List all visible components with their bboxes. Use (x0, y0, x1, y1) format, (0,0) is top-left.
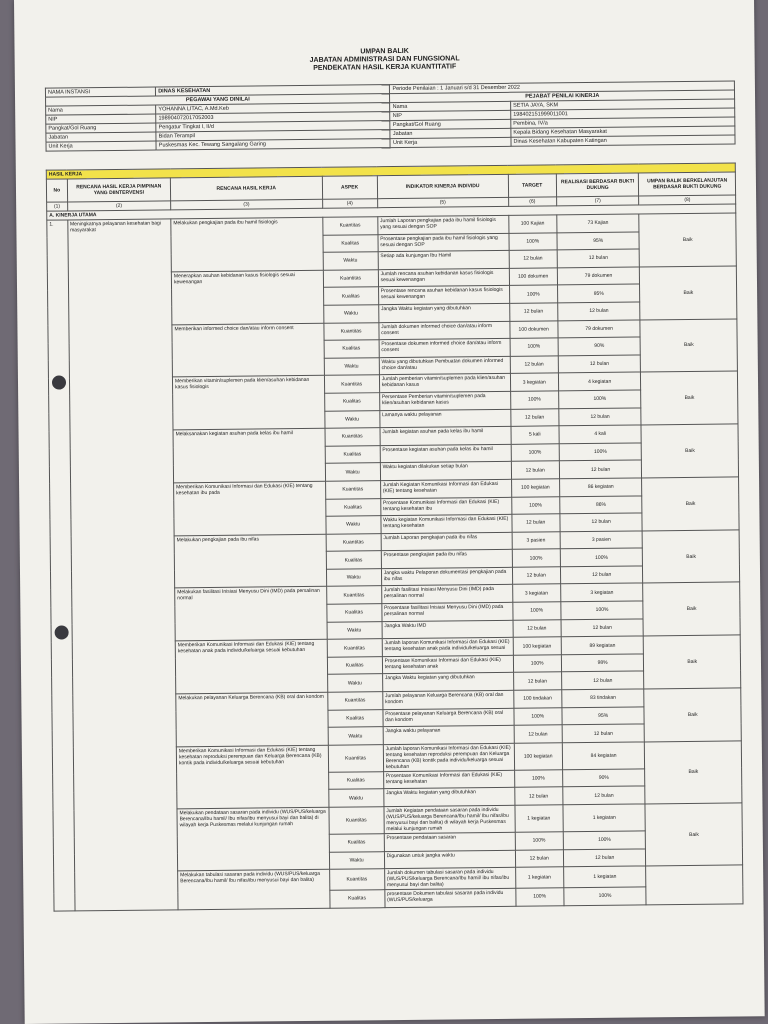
indicator: Prosentase pelayanan Keluarga Berencana (KB) oral dan kondom (383, 708, 514, 727)
header-l2-4: Unit Kerja (390, 137, 511, 147)
realization: 1 kegiatan (563, 866, 646, 888)
target: 100 kegiatan (511, 479, 559, 497)
feedback: Baik (640, 266, 737, 320)
realization: 100% (559, 443, 642, 461)
instansi-label: NAMA INSTANSI (45, 87, 155, 97)
indicator: Jumlah dokumen tabulasi sasaran pada individu (WUS/PUS/keluarga Berencana/Ibu hamil/ ibu nifas/ibu menyusui bayi dan balita) (384, 867, 515, 889)
aspect: Kuantitas (323, 322, 378, 340)
indicator: Prosentase pendataan sasaran (384, 832, 515, 851)
column-header: RENCANA HASIL KERJA PIMPINAN YANG DIINTERVENSI (67, 178, 171, 202)
work-plan: Melakukan fasilitasi Inisiasi Menyusu Dini (IMD) pada persalinan normal (175, 587, 327, 641)
header-l2-0: Nama (390, 101, 511, 111)
target: 100% (515, 888, 563, 906)
target: 1 kegiatan (515, 805, 563, 833)
target: 100 Kajian (508, 215, 556, 233)
header-v-1: 198904072017052003 (156, 112, 390, 123)
employee-header (45, 80, 736, 151)
pejabat-title: PEJABAT PENILAI KINERJA (390, 90, 735, 103)
realization: 84 kegiatan (562, 742, 645, 770)
realization: 90% (558, 337, 641, 355)
indicator: Prosentase dokumen informed choice dan/atau inform consent (379, 338, 510, 357)
header-v2-3: Kepala Bidang Kesehatan Masyarakat (511, 126, 735, 137)
feedback: Baik (643, 530, 740, 584)
target: 100 dokumen (509, 268, 557, 286)
target: 12 bulan (509, 303, 557, 321)
feedback: Baik (645, 803, 742, 866)
header-v2-2: Pembina, IV/a (511, 117, 735, 128)
header-v-0: YOHANNA LITAC, A.Md.Keb (156, 103, 390, 114)
target: 100% (513, 655, 561, 673)
realization: 12 bulan (558, 355, 641, 373)
work-plan: Memberikan Komunikasi Informasi dan Edukasi (KIE) tentang kesehatan reproduksi perempuan dan Keluarga Berencana (KB) kontik pada individu/keluarga sesuai kebutuhan (176, 745, 328, 809)
indicator: Jumlah rencana asuhan kebidanan kasus fisiologis sesuai kewenangan (378, 268, 509, 287)
column-number: (4) (322, 199, 377, 209)
target: 3 kegiatan (510, 373, 558, 391)
realization: 95% (562, 707, 645, 725)
header-l2-3: Jabatan (390, 128, 511, 138)
indicator: Jangka waktu Pelaporan dokumentasi pengkajian pada ibu nifas (381, 567, 512, 586)
header-l-3: Jabatan (46, 132, 156, 142)
target: 12 bulan (509, 250, 557, 268)
indicator: Prosentase kegiatan asuhan pada kelas ibu hamil (380, 444, 511, 463)
realization: 89 kegiatan (561, 636, 644, 654)
column-number: (1) (47, 202, 68, 211)
indicator: Prosentase pengkajian pada ibu hamil fisiologis yang sesuai dengan SOP (378, 233, 509, 252)
title-line-2: JABATAN ADMINISTRASI DAN FUNGSIONAL (309, 55, 460, 64)
feedback: Baik (644, 688, 741, 742)
aspect: Kualitas (325, 445, 380, 463)
target: 100 tindakan (513, 690, 561, 708)
feedback: Baik (641, 424, 738, 478)
header-v2-1: 198402151999011001 (511, 108, 735, 119)
column-number: (2) (67, 201, 170, 211)
column-number: (3) (171, 199, 323, 210)
target: 1 kegiatan (515, 867, 563, 889)
target: 12 bulan (512, 567, 560, 585)
target: 12 bulan (512, 514, 560, 532)
indicator: Jumlah fasilitasi Inisiasi Menyusu Dini (IMD) pada persalinan normal (381, 585, 512, 604)
aspect: Waktu (326, 569, 381, 587)
realization: 100% (563, 831, 646, 849)
indicator: Prosentase rencana asuhan kebidanan kasus fisiologis sesuai kewenangan (378, 286, 509, 305)
realization: 12 bulan (563, 849, 646, 867)
target: 100 kegiatan (514, 743, 562, 771)
header-l-0: Nama (46, 105, 156, 115)
target: 100% (514, 707, 562, 725)
target: 12 bulan (510, 356, 558, 374)
aspect: Kualitas (323, 234, 378, 252)
realization: 100% (561, 601, 644, 619)
work-plan: Melakukan pelayanan Keluarga Berencana (KB) oral dan kondom (176, 692, 328, 746)
target: 12 bulan (514, 787, 562, 805)
work-plan: Melakukan pengkajian pada ibu nifas (174, 534, 326, 588)
feedback: Baik (641, 371, 738, 425)
aspect: Waktu (325, 463, 380, 481)
indicator: Jumlah Laporan pengkajian pada ibu hamil fisiologis yang sesuai dengan SOP (377, 215, 508, 234)
aspect: Kualitas (324, 340, 379, 358)
target: 100% (515, 832, 563, 850)
aspect: Kualitas (323, 287, 378, 305)
indicator: Jumlah laporan Komunikasi Informasi dan Edukasi (KIE) tentang kesehatan reproduksi perempuan dan Keluarga Berencana (KB) kontik pada individu/keluarga sesuai kebutuhan (383, 743, 514, 771)
target: 100% (510, 391, 558, 409)
target: 12 bulan (511, 461, 559, 479)
realization: 12 bulan (559, 460, 642, 478)
column-number: (8) (639, 195, 736, 205)
header-v-4: Puskesmas Kec. Tewang Sangalang Garing (156, 139, 390, 150)
aspect: Kuantitas (329, 869, 384, 891)
target: 100% (509, 285, 557, 303)
indicator: Jumlah Kegiatan pendataan sasaran pada individu (WUS/PUS/keluarga Berencana/Ibu hamil/ Ibu nifas/ibu menyusui bayi dan balita) di wilayah kerja Puskesmas melalui kunjungan rumah (384, 805, 515, 833)
indicator: Prosentase pengkajian pada ibu nifas (381, 550, 512, 569)
indicator: Prosentase Komunikasi Informasi dan Edukasi (KIE) tentang kesehatan anak (382, 655, 513, 674)
aspect: Kuantitas (327, 692, 382, 710)
header-v2-0: SETIA JAYA, SKM (511, 99, 735, 110)
pegawai-title: PEGAWAI YANG DINILAI (46, 94, 391, 107)
indicator: Digunakan untuk jangka waktu (384, 850, 515, 869)
feedback: Baik (639, 213, 736, 267)
indicator: Jumlah pelayanan Keluarga Berencana (KB) oral dan kondom (382, 690, 513, 709)
indicator: Lamanya waktu pelayanan (380, 409, 511, 428)
realization: 95% (557, 284, 640, 302)
aspect: Kuantitas (326, 533, 381, 551)
work-plan: Memberikan Komunikasi Informasi dan Edukasi (KIE) tentang kesehatan ibu pada (174, 481, 326, 535)
feedback: Baik (644, 635, 741, 689)
realization: 12 bulan (557, 249, 640, 267)
aspect: Waktu (328, 789, 383, 807)
realization: 86 kegiatan (559, 478, 642, 496)
realization: 12 bulan (558, 302, 641, 320)
realization: 12 bulan (561, 671, 644, 689)
column-number: (6) (508, 197, 556, 207)
target: 12 bulan (515, 849, 563, 867)
indicator: Waktu yang dibutuhkan Pembuatan dokumen informed choice dan/atau (379, 356, 510, 375)
aspect: Kualitas (326, 604, 381, 622)
target: 100% (510, 338, 558, 356)
work-plan: Melakukan tabulasi sasaran pada individu (WUS/PUS/keluarga Berencana/Ibu hamil/ Ibu nifas/ibu menyusui bayi dan balita) (178, 869, 330, 909)
realization: 86% (560, 495, 643, 513)
aspect: Kuantitas (325, 428, 380, 446)
column-number: (5) (377, 197, 508, 207)
target: 12 bulan (513, 619, 561, 637)
column-header: RENCANA HASIL KERJA (170, 176, 322, 201)
aspect: Waktu (324, 357, 379, 375)
indicator: Jangka Waktu IMD (382, 620, 513, 639)
feedback: Baik (642, 477, 739, 531)
indicator: Jangka Waktu kegiatan yang dibutuhkan (382, 673, 513, 692)
indicator: Jumlah pemberian vitamin/suplemen pada klien/asuhan kebidanan kasus (379, 374, 510, 393)
indicator: Persentase Pemberian vitamin/suplemen pada klien/asuhan kebidanan kasus (379, 391, 510, 410)
feedback (646, 865, 743, 905)
column-number: (7) (556, 196, 639, 206)
header-l-2: Pangkat/Gol Ruang (46, 123, 156, 133)
work-plan: Memberikan informed choice dan/atau inform consent (172, 323, 324, 377)
target: 100% (511, 444, 559, 462)
feedback: Baik (645, 741, 742, 804)
target: 5 kali (511, 426, 559, 444)
column-header: REALISASI BERDASAR BUKTI DUKUNG (556, 173, 639, 197)
column-header: INDIKATOR KINERJA INDIVIDU (377, 174, 508, 198)
realization: 100% (564, 887, 647, 905)
aspect: Kualitas (328, 709, 383, 727)
subsection-kinerja-utama: A. KINERJA UTAMA (47, 204, 736, 220)
aspect: Waktu (328, 727, 383, 745)
indicator: Prosentase Komunikasi Informasi dan Edukasi (KIE) tentang kesehatan ibu (380, 497, 511, 516)
feedback: Baik (643, 582, 740, 636)
target: 12 bulan (513, 672, 561, 690)
realization: 12 bulan (559, 407, 642, 425)
aspect: Kuantitas (328, 744, 383, 772)
header-v-3: Bidan Terampil (156, 130, 390, 141)
aspect: Kualitas (325, 498, 380, 516)
target: 100% (511, 496, 559, 514)
indicator: Prosentase Komunikasi Informasi dan Edukasi (KIE) tentang kesehatan (383, 770, 514, 789)
realization: 100% (560, 548, 643, 566)
realization: 12 bulan (562, 724, 645, 742)
realization: 83 tindakan (562, 689, 645, 707)
realization: 79 dokumen (558, 320, 641, 338)
aspect: Waktu (329, 851, 384, 869)
header-v2-4: Dinas Kesehatan Kabupaten Katingan (511, 135, 735, 146)
realization: 4 kali (559, 425, 642, 443)
realization: 73 Kajian (557, 214, 640, 232)
title-line-1: UMPAN BALIK (360, 47, 409, 56)
indicator: Waktu kegiatan dilakukan setiap bulan (380, 462, 511, 481)
aspect: Kuantitas (324, 375, 379, 393)
work-plan: Melaksanakan kegiatan asuhan pada kelas ibu hamil (173, 428, 325, 482)
realization: 95% (557, 232, 640, 250)
indicator: Jumlah laporan Komunikasi Informasi dan Edukasi (KIE) tentang kesehatan anak pada individu/keluarga sesuai (382, 638, 513, 657)
aspect: Waktu (327, 621, 382, 639)
aspect: Kualitas (328, 771, 383, 789)
header-v-2: Pengatur Tingkat I, II/d (156, 121, 390, 132)
realization: 12 bulan (560, 513, 643, 531)
indicator: Jumlah Laporan pengkajian pada ibu nifas (381, 532, 512, 551)
indicator: Jangka waktu pelayanan (383, 726, 514, 745)
periode: Periode Penilaian : 1 Januari s/d 31 Desember 2022 (390, 81, 735, 94)
work-plan: Melakukan pengkajian pada ibu hamil fisiologis (171, 217, 323, 271)
column-header: TARGET (508, 174, 556, 198)
target: 100 dokumen (509, 320, 557, 338)
header-l-1: NIP (46, 114, 156, 124)
work-plan: Menerapkan asuhan kebidanan kasus fisiologis sesuai kewenangan (171, 270, 323, 324)
realization: 3 pasien (560, 531, 643, 549)
realization: 79 dokumen (557, 267, 640, 285)
work-plan: Memberikan Komunikasi Informasi dan Edukasi (KIE) tentang kesehatan anak pada individu/keluarga sesuai kebutuhan (175, 640, 327, 694)
realization: 90% (562, 769, 645, 787)
indicator: Jumlah dokumen informed choice dan/atau inform consent (379, 321, 510, 340)
target: 12 bulan (514, 725, 562, 743)
aspect: Kuantitas (326, 586, 381, 604)
indicator: Jangka Waktu kegiatan yang dibutuhkan (383, 788, 514, 807)
aspect: Waktu (324, 410, 379, 428)
aspect: Kuantitas (329, 807, 384, 835)
indicator: Prosentase fasilitasi Inisiasi Menyusu Dini (IMD) pada persalinan normal (382, 602, 513, 621)
header-l-4: Unit Kerja (46, 141, 156, 151)
realization: 3 kegiatan (560, 583, 643, 601)
realization: 98% (561, 654, 644, 672)
work-plan: Melakukan pendataan sasaran pada individu (WUS/PUS/keluarga Berencana/Ibu hamil/ Ibu nifas/ibu menyusui bayi dan balita) di wilayah kerja Puskesmas melalui kunjungan rumah (177, 807, 329, 871)
work-results-table (46, 162, 744, 911)
target: 12 bulan (510, 408, 558, 426)
aspect: Waktu (323, 305, 378, 323)
indicator: Setiap ada kunjungan Ibu Hamil (378, 251, 509, 270)
target: 100 kegiatan (513, 637, 561, 655)
column-header: UMPAN BALIK BERKELANJUTAN BERDASAR BUKTI DUKUNG (639, 172, 736, 196)
row-number: 1. (47, 220, 75, 911)
instansi-value: DINAS KESEHATAN (156, 85, 390, 96)
target: 3 pasien (512, 532, 560, 550)
document-title (15, 44, 755, 76)
leader-plan: Meningkatnya pelayanan kesehatan bagi masyarakat (67, 219, 178, 911)
aspect: Kuantitas (325, 481, 380, 499)
indicator: Waktu kegiatan Komunikasi Informasi dan Edukasi (KIE) tentang kesehatan (381, 514, 512, 533)
aspect: Kualitas (329, 890, 384, 908)
section-hasil-kerja: HASIL KERJA (46, 163, 735, 179)
header-l2-2: Pangkat/Gol Ruang (390, 119, 511, 129)
aspect: Waktu (327, 674, 382, 692)
target: 100% (512, 602, 560, 620)
realization: 12 bulan (561, 619, 644, 637)
column-header: No (46, 179, 67, 202)
column-header: ASPEK (322, 176, 377, 200)
aspect: Kuantitas (322, 217, 377, 235)
work-plan: Memberikan vitamin/suplemen pada klien/asuhan kebidanan kasus fisiologis (172, 376, 324, 430)
target: 100% (512, 549, 560, 567)
indicator: Jumlah Kegiatan Komunikasi Informasi dan Edukasi (KIE) tentang kesehatan (380, 479, 511, 498)
title-line-3: PENDEKATAN HASIL KERJA KUANTITATIF (313, 63, 457, 72)
aspect: Kualitas (329, 834, 384, 852)
indicator: Jumlah kegiatan asuhan pada kelas ibu hamil (380, 426, 511, 445)
document-page (14, 0, 765, 1024)
realization: 1 kegiatan (563, 804, 646, 832)
aspect: Kuantitas (327, 639, 382, 657)
target: 3 kegiatan (512, 584, 560, 602)
aspect: Waktu (326, 516, 381, 534)
aspect: Kualitas (327, 657, 382, 675)
feedback: Baik (640, 319, 737, 373)
target: 100% (509, 232, 557, 250)
realization: 12 bulan (563, 786, 646, 804)
indicator: Jangka Waktu kegiatan yang dibutuhkan (378, 303, 509, 322)
indicator: prosentase Dokumen tabulasi sasaran pada individu (WUS/PUS/keluarga (385, 888, 516, 907)
target: 100% (514, 770, 562, 788)
realization: 12 bulan (560, 566, 643, 584)
aspect: Waktu (323, 252, 378, 270)
aspect: Kuantitas (323, 269, 378, 287)
realization: 100% (558, 390, 641, 408)
realization: 4 kegiatan (558, 372, 641, 390)
header-l2-1: NIP (390, 110, 511, 120)
aspect: Kualitas (326, 551, 381, 569)
aspect: Kualitas (324, 393, 379, 411)
